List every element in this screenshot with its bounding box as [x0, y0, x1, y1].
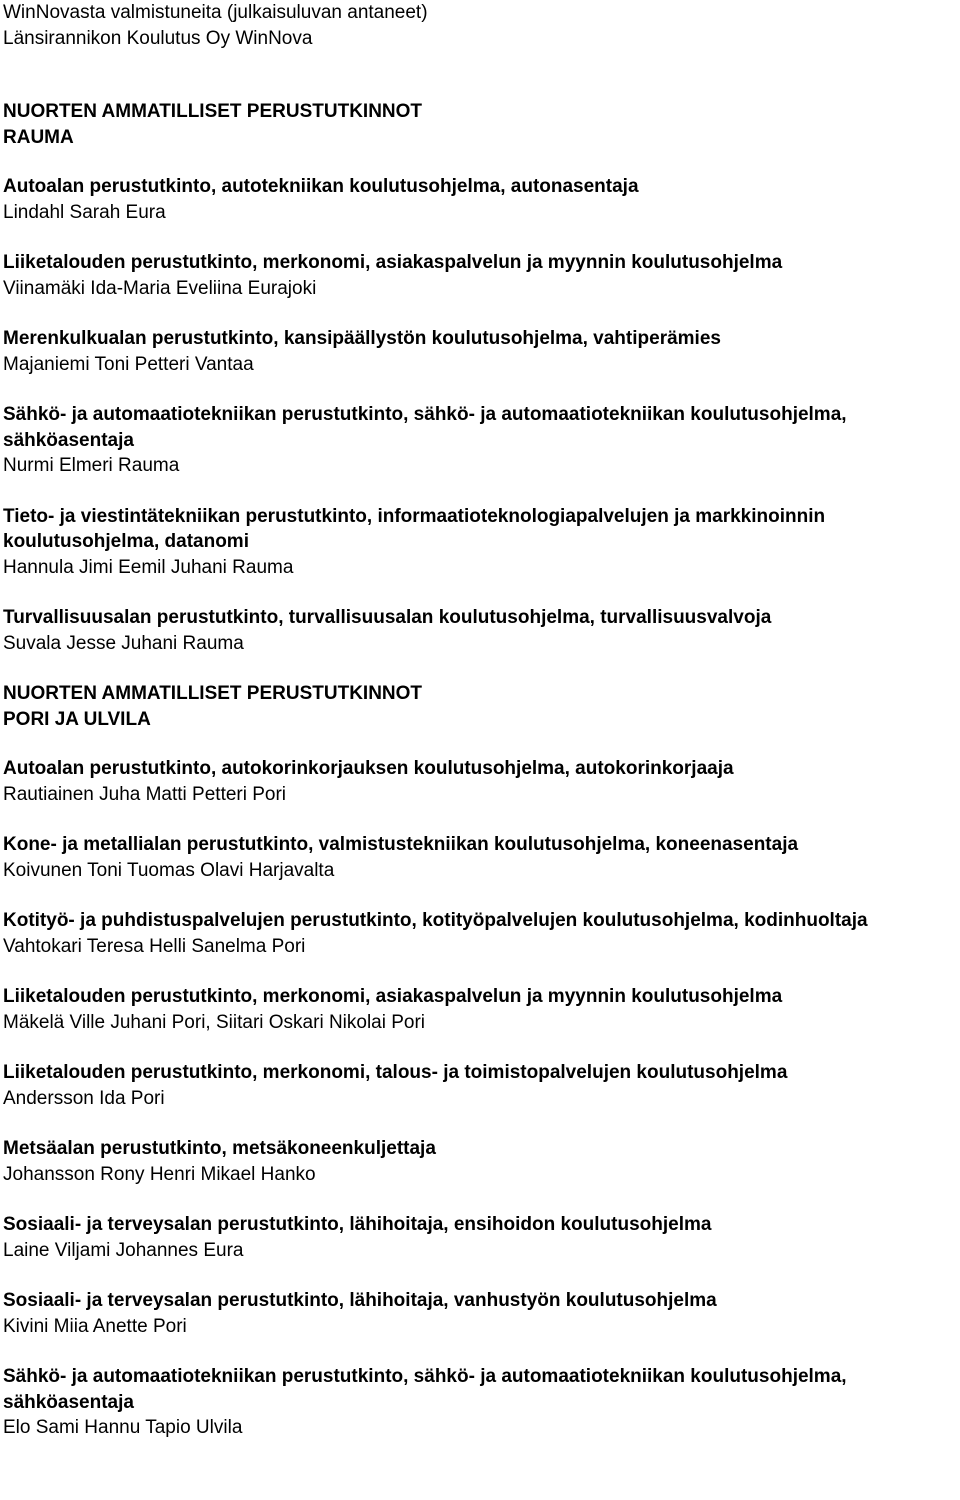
- graduate-names: Andersson Ida Pori: [3, 1087, 165, 1109]
- degree-title: Liiketalouden perustutkinto, merkonomi, asiakaspalvelun ja myynnin koulutusohjelma: [3, 986, 783, 1007]
- list-item: [3, 1060, 960, 1111]
- list-item: [3, 1288, 960, 1339]
- section-location: RAUMA: [3, 126, 74, 148]
- list-item: [3, 908, 960, 959]
- degree-title: Autoalan perustutkinto, autokorinkorjauksen koulutusohjelma, autokorinkorjaaja: [3, 758, 734, 779]
- section-pori-ulvila: [3, 681, 960, 1441]
- degree-title: Sähkö- ja automaatiotekniikan perustutkinto, sähkö- ja automaatiotekniikan koulutusohjelma, sähköasentaja: [3, 404, 847, 451]
- graduate-names: Vahtokari Teresa Helli Sanelma Pori: [3, 935, 306, 957]
- degree-title: Sähkö- ja automaatiotekniikan perustutkinto, sähkö- ja automaatiotekniikan koulutusohjelma, sähköasentaja: [3, 1366, 847, 1413]
- degree-title: Tieto- ja viestintätekniikan perustutkinto, informaatioteknologiapalvelujen ja markkinoinnin koulutusohjelma, datanomi: [3, 505, 826, 552]
- section-heading: NUORTEN AMMATILLISET PERUSTUTKINNOT: [3, 101, 423, 122]
- degree-title: Kone- ja metallialan perustutkinto, valmistustekniikan koulutusohjelma, koneenasentaja: [3, 834, 799, 855]
- degree-title: Turvallisuusalan perustutkinto, turvallisuusalan koulutusohjelma, turvallisuusvalvoja: [3, 607, 772, 628]
- list-item: [3, 326, 960, 377]
- document-header: [3, 0, 960, 51]
- list-item: [3, 832, 960, 883]
- list-item: [3, 1136, 960, 1187]
- degree-title: Liiketalouden perustutkinto, merkonomi, asiakaspalvelun ja myynnin koulutusohjelma: [3, 252, 783, 273]
- list-item: [3, 984, 960, 1035]
- organization-name: Länsirannikon Koulutus Oy WinNova: [3, 27, 313, 49]
- graduate-names: Kivini Miia Anette Pori: [3, 1315, 187, 1337]
- document-title: WinNovasta valmistuneita (julkaisuluvan antaneet): [3, 2, 428, 23]
- graduate-names: Laine Viljami Johannes Eura: [3, 1239, 244, 1261]
- graduate-names: Hannula Jimi Eemil Juhani Rauma: [3, 556, 294, 578]
- section-location: PORI JA ULVILA: [3, 708, 151, 730]
- list-item: [3, 504, 960, 581]
- degree-title: Kotityö- ja puhdistuspalvelujen perustutkinto, kotityöpalvelujen koulutusohjelma, kodinhuoltaja: [3, 910, 868, 931]
- graduate-names: Johansson Rony Henri Mikael Hanko: [3, 1163, 316, 1185]
- list-item: [3, 250, 960, 301]
- list-item: [3, 174, 960, 225]
- graduate-names: Nurmi Elmeri Rauma: [3, 455, 180, 476]
- degree-title: Merenkulkualan perustutkinto, kansipäällystön koulutusohjelma, vahtiperämies: [3, 328, 721, 349]
- graduate-names: Koivunen Toni Tuomas Olavi Harjavalta: [3, 859, 335, 881]
- graduate-names: Suvala Jesse Juhani Rauma: [3, 632, 244, 654]
- list-item: [3, 1364, 960, 1441]
- degree-title: Sosiaali- ja terveysalan perustutkinto, lähihoitaja, vanhustyön koulutusohjelma: [3, 1290, 717, 1311]
- entry-list: [3, 756, 960, 1441]
- list-item: [3, 605, 960, 656]
- degree-title: Metsäalan perustutkinto, metsäkoneenkuljettaja: [3, 1138, 436, 1159]
- section-rauma: [3, 99, 960, 656]
- graduate-names: Viinamäki Ida-Maria Eveliina Eurajoki: [3, 277, 317, 299]
- list-item: [3, 756, 960, 807]
- list-item: [3, 402, 960, 479]
- entry-list: [3, 174, 960, 656]
- section-heading: NUORTEN AMMATILLISET PERUSTUTKINNOT: [3, 683, 423, 704]
- graduate-names: Majaniemi Toni Petteri Vantaa: [3, 353, 254, 375]
- degree-title: Sosiaali- ja terveysalan perustutkinto, lähihoitaja, ensihoidon koulutusohjelma: [3, 1214, 712, 1235]
- degree-title: Liiketalouden perustutkinto, merkonomi, talous- ja toimistopalvelujen koulutusohjelma: [3, 1062, 788, 1083]
- degree-title: Autoalan perustutkinto, autotekniikan koulutusohjelma, autonasentaja: [3, 176, 639, 197]
- graduate-names: Lindahl Sarah Eura: [3, 201, 166, 223]
- graduate-names: Elo Sami Hannu Tapio Ulvila: [3, 1417, 243, 1438]
- graduate-names: Rautiainen Juha Matti Petteri Pori: [3, 783, 287, 805]
- list-item: [3, 1212, 960, 1263]
- graduate-names: Mäkelä Ville Juhani Pori, Siitari Oskari Nikolai Pori: [3, 1011, 426, 1033]
